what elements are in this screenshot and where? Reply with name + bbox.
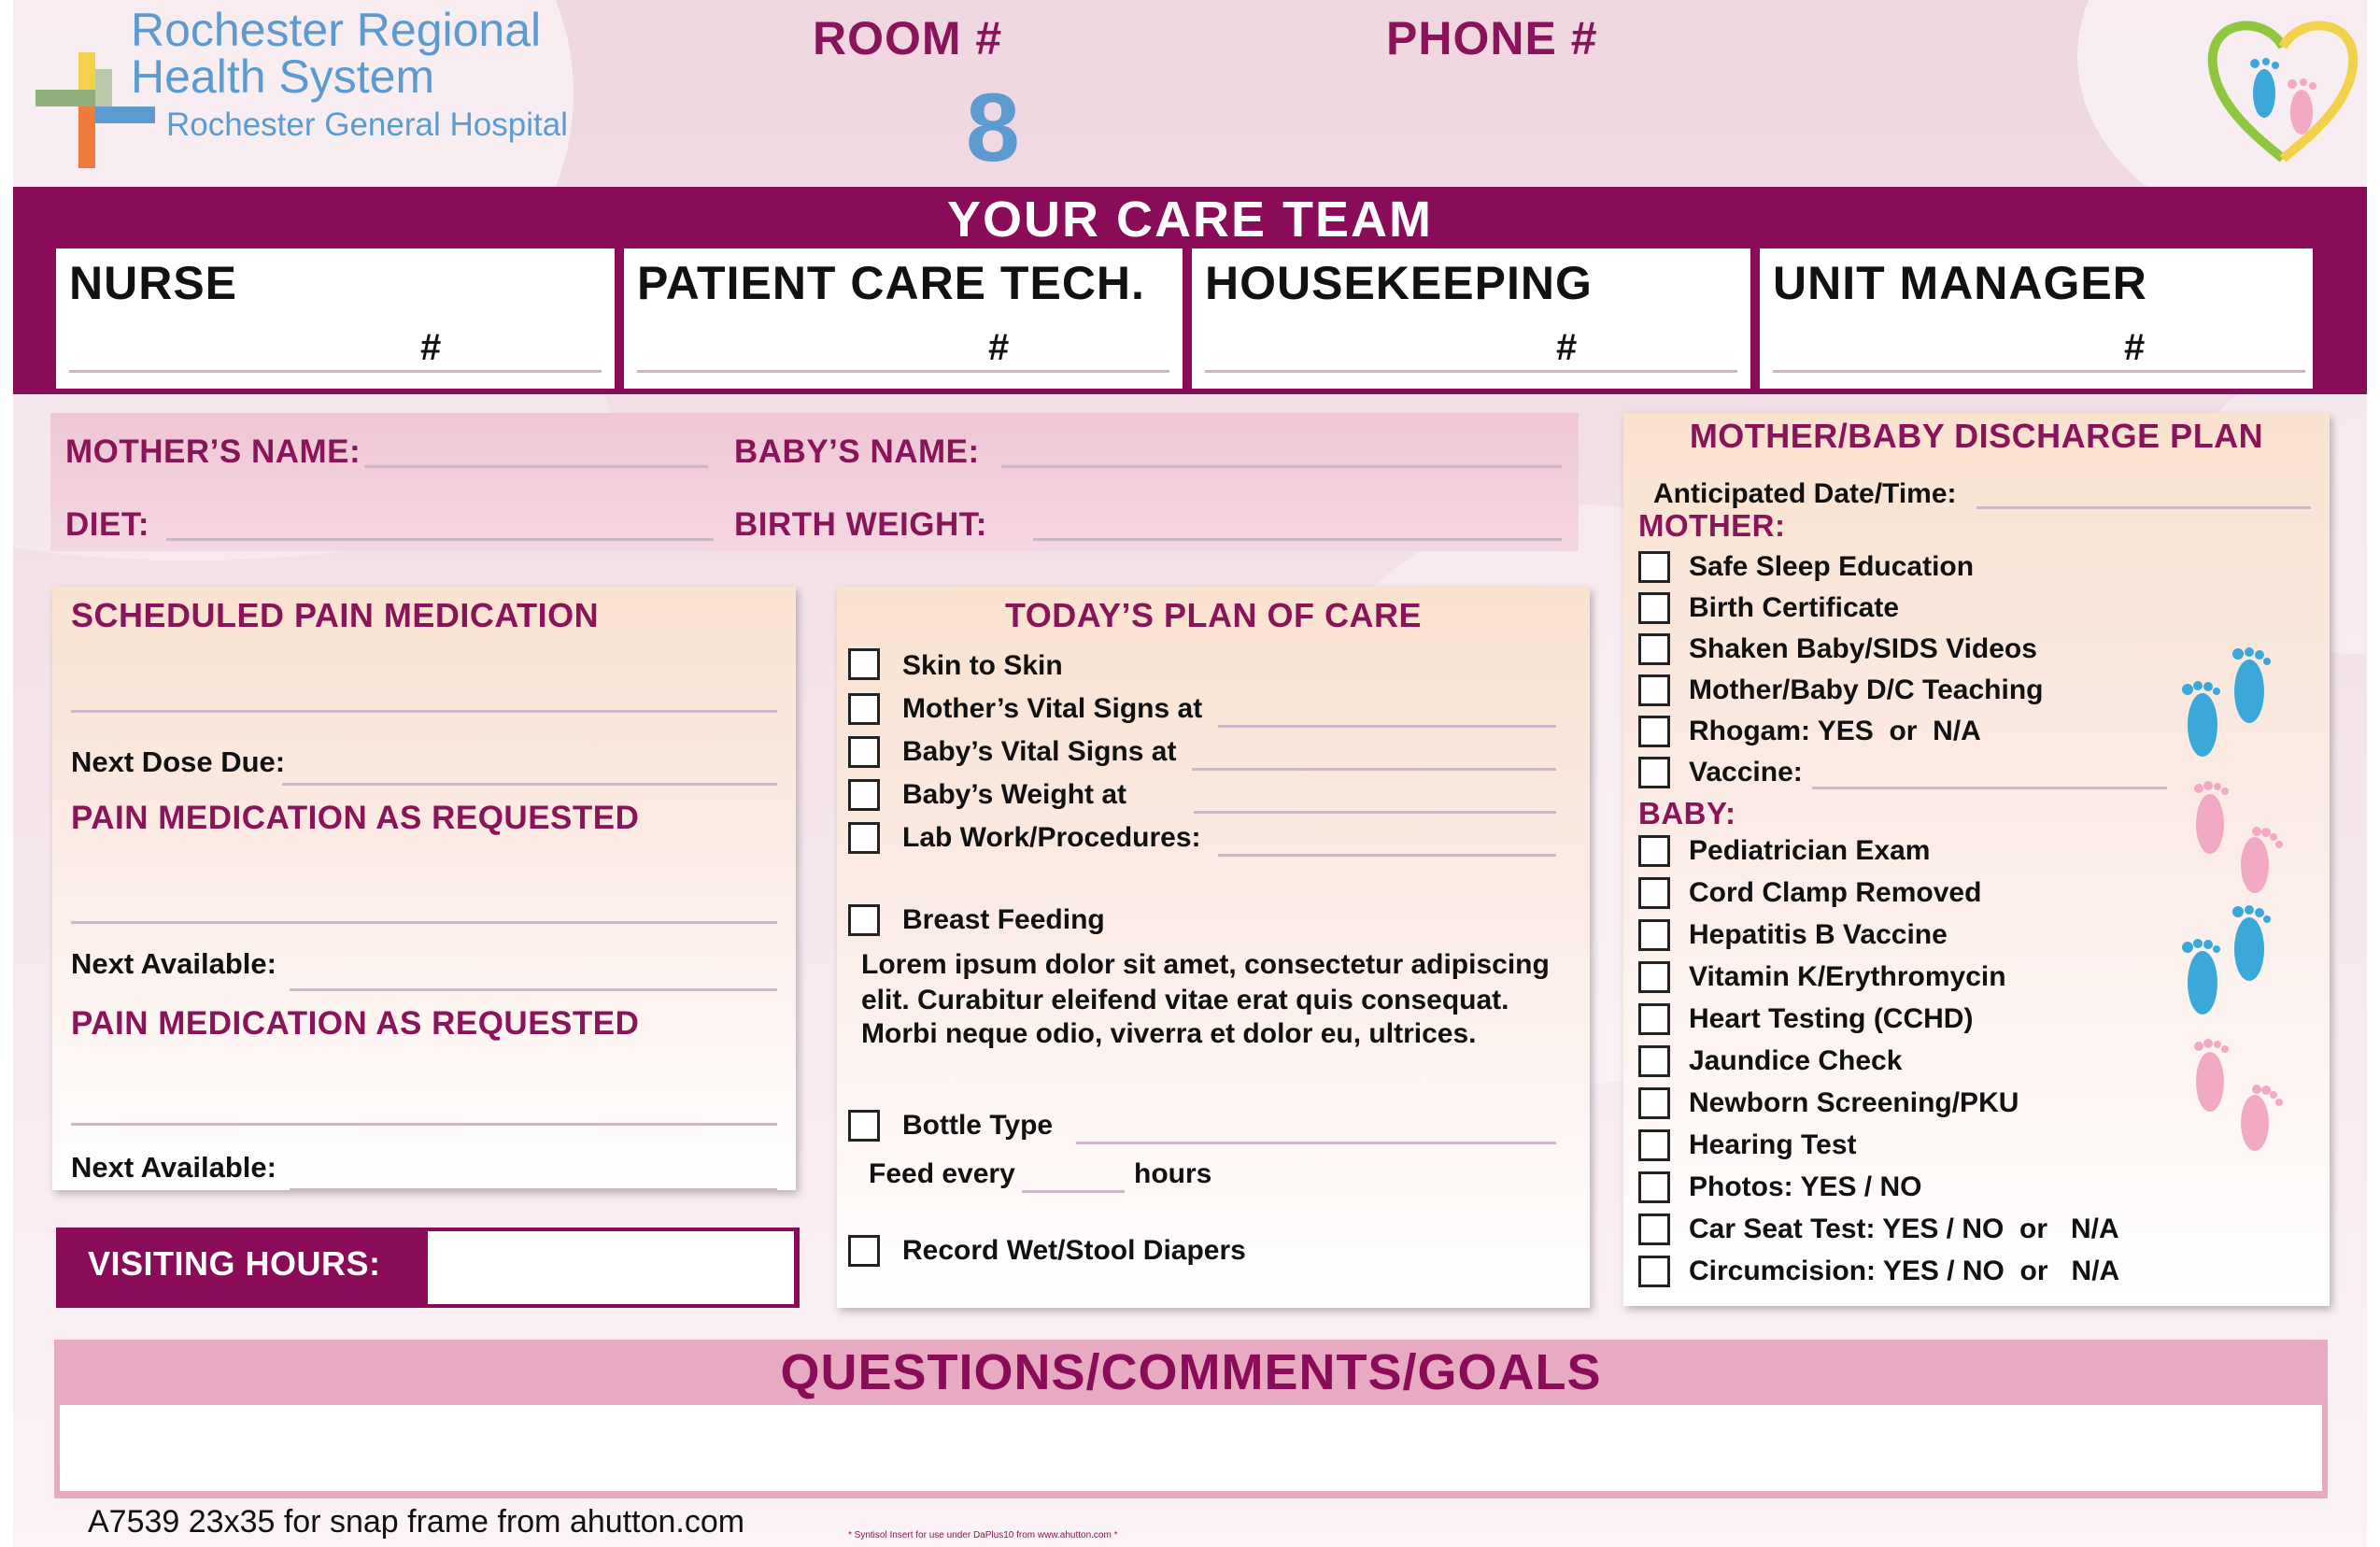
care-team-housekeeping[interactable]: [1192, 248, 1750, 389]
checkbox[interactable]: [1638, 716, 1670, 747]
baby-item: Vitamin K/Erythromycin: [1689, 961, 2006, 992]
visiting-hours-field[interactable]: [428, 1231, 794, 1304]
next-available-label-2: Next Available:: [71, 1151, 276, 1184]
checkbox[interactable]: [1638, 877, 1670, 909]
pink-footprints-icon: [2182, 775, 2294, 897]
plan-item-record-diapers: Record Wet/Stool Diapers: [902, 1235, 1246, 1266]
checkbox[interactable]: [1638, 1129, 1670, 1161]
phone-hash: #: [420, 327, 442, 368]
discharge-plan-panel: [1623, 413, 2330, 1306]
mothers-name-line[interactable]: [364, 465, 708, 468]
write-line: [1773, 370, 2305, 373]
care-team-pct[interactable]: [624, 248, 1183, 389]
role-label: HOUSEKEEPING: [1205, 257, 1593, 309]
care-team-unit-manager[interactable]: [1760, 248, 2313, 389]
footer-product-code: A7539 23x35 for snap frame from ahutton.com: [88, 1504, 745, 1540]
mother-heading: MOTHER:: [1638, 508, 1786, 543]
checkbox[interactable]: [1638, 1171, 1670, 1203]
feed-interval-line[interactable]: [1022, 1190, 1125, 1193]
checkbox[interactable]: [1638, 1213, 1670, 1245]
baby-item: Cord Clamp Removed: [1689, 877, 1982, 908]
org-name-line1: Rochester Regional: [131, 4, 542, 56]
room-number: 8: [966, 74, 1020, 182]
plan-notes-line3: Morbi neque odio, viverra et dolor eu, ultrices.: [861, 1018, 1477, 1049]
checkbox[interactable]: [848, 779, 880, 811]
diet-line[interactable]: [166, 538, 714, 541]
blue-footprints-icon: [2169, 645, 2281, 766]
baby-item: Newborn Screening/PKU: [1689, 1087, 2019, 1118]
checkbox[interactable]: [1638, 1256, 1670, 1287]
mother-item: Safe Sleep Education: [1689, 551, 1975, 582]
mothers-name-label: MOTHER’S NAME:: [65, 433, 361, 470]
baby-heading: BABY:: [1638, 796, 1736, 830]
baby-item: Photos: YES / NO: [1689, 1171, 1922, 1202]
mother-item: Mother/Baby D/C Teaching: [1689, 674, 2044, 705]
care-team-grid: [56, 248, 2313, 389]
plan-item-skin-to-skin: Skin to Skin: [902, 650, 1063, 681]
checkbox[interactable]: [1638, 674, 1670, 706]
next-available-label-1: Next Available:: [71, 947, 276, 980]
hours-label: hours: [1134, 1158, 1212, 1189]
checkbox[interactable]: [1638, 1003, 1670, 1035]
role-label: UNIT MANAGER: [1773, 257, 2147, 309]
plan-item-mother-vitals: Mother’s Vital Signs at: [902, 693, 1203, 724]
checkbox[interactable]: [1638, 592, 1670, 624]
checkbox[interactable]: [1638, 919, 1670, 951]
baby-item: Heart Testing (CCHD): [1689, 1003, 1974, 1034]
baby-item: Jaundice Check: [1689, 1045, 1903, 1076]
checkbox[interactable]: [848, 1235, 880, 1267]
write-line[interactable]: [1218, 854, 1556, 857]
blue-footprints-icon: [2169, 902, 2281, 1024]
phone-label: PHONE #: [1386, 12, 1598, 64]
baby-item: Hearing Test: [1689, 1129, 1857, 1160]
plan-item-baby-weight: Baby’s Weight at: [902, 779, 1127, 810]
checkbox[interactable]: [848, 904, 880, 936]
write-line: [1205, 370, 1737, 373]
next-available-line-2[interactable]: [290, 1188, 777, 1191]
plan-notes-line2: elit. Curabitur eleifend vitae erat quis consequat.: [861, 985, 1509, 1015]
checkbox[interactable]: [1638, 633, 1670, 665]
questions-field[interactable]: [60, 1405, 2322, 1491]
phone-hash: #: [988, 327, 1010, 368]
plan-item-bottle-type: Bottle Type: [902, 1110, 1054, 1141]
plan-panel-title: TODAY’S PLAN OF CARE: [1004, 596, 1423, 634]
anticipated-date-label: Anticipated Date/Time:: [1653, 478, 1957, 509]
org-name-line2: Health System: [131, 50, 435, 103]
pain-panel-title: SCHEDULED PAIN MEDICATION: [71, 596, 600, 634]
checkbox[interactable]: [1638, 835, 1670, 867]
room-label: ROOM #: [813, 12, 1003, 64]
write-line[interactable]: [1076, 1142, 1556, 1144]
footer-note: * Syntisol Insert for use under DaPlus10 from www.ahutton.com *: [848, 1530, 1118, 1540]
write-line[interactable]: [71, 710, 777, 713]
next-dose-line[interactable]: [282, 783, 777, 786]
anticipated-date-line[interactable]: [1976, 506, 2311, 509]
babys-name-label: BABY’S NAME:: [734, 433, 980, 470]
pain-as-requested-1: PAIN MEDICATION AS REQUESTED: [71, 800, 640, 836]
plan-item-baby-vitals: Baby’s Vital Signs at: [902, 736, 1177, 767]
checkbox[interactable]: [1638, 551, 1670, 583]
plan-notes-line1: Lorem ipsum dolor sit amet, consectetur adipiscing: [861, 949, 1550, 980]
write-line: [69, 370, 602, 373]
care-team-nurse[interactable]: [56, 248, 615, 389]
pain-medication-panel: [52, 587, 796, 1190]
write-line: [637, 370, 1169, 373]
visiting-hours-box: [56, 1228, 800, 1308]
diet-label: DIET:: [65, 506, 149, 543]
birth-weight-line[interactable]: [1033, 538, 1562, 541]
whiteboard-sheet: [13, 0, 2367, 1547]
patient-info-block: [50, 413, 1579, 551]
baby-item: Car Seat Test: YES / NO or N/A: [1689, 1213, 2119, 1244]
mother-item: Rhogam: YES or N/A: [1689, 716, 1981, 746]
checkbox[interactable]: [848, 1110, 880, 1142]
heart-footprints-icon: [2199, 9, 2367, 168]
pink-footprints-icon: [2182, 1033, 2294, 1155]
write-line[interactable]: [1194, 811, 1556, 814]
checkbox[interactable]: [1638, 961, 1670, 993]
care-team-title: YOUR CARE TEAM: [946, 192, 1433, 248]
phone-hash: #: [2124, 327, 2146, 368]
next-available-line-1[interactable]: [290, 988, 777, 991]
mother-item: Birth Certificate: [1689, 592, 1900, 623]
checkbox[interactable]: [848, 736, 880, 768]
plan-item-breast-feeding: Breast Feeding: [902, 904, 1105, 935]
checkbox[interactable]: [1638, 757, 1670, 788]
baby-item: Circumcision: YES / NO or N/A: [1689, 1256, 2120, 1286]
discharge-panel-title: MOTHER/BABY DISCHARGE PLAN: [1689, 417, 2264, 455]
checkbox[interactable]: [848, 648, 880, 680]
next-dose-label: Next Dose Due:: [71, 745, 286, 778]
mother-item: Shaken Baby/SIDS Videos: [1689, 633, 2037, 664]
questions-title: QUESTIONS/COMMENTS/GOALS: [780, 1344, 1602, 1400]
pain-as-requested-2: PAIN MEDICATION AS REQUESTED: [71, 1005, 640, 1042]
birth-weight-label: BIRTH WEIGHT:: [734, 506, 987, 543]
checkbox[interactable]: [848, 693, 880, 725]
write-line[interactable]: [1218, 725, 1556, 728]
baby-item: Hepatitis B Vaccine: [1689, 919, 1948, 950]
checkbox[interactable]: [1638, 1045, 1670, 1077]
write-line[interactable]: [71, 1123, 777, 1126]
phone-hash: #: [1556, 327, 1578, 368]
plan-of-care-panel: [837, 587, 1590, 1308]
write-line[interactable]: [71, 921, 777, 924]
vaccine-line[interactable]: [1812, 787, 2167, 789]
role-label: PATIENT CARE TECH.: [637, 257, 1145, 309]
plan-item-lab-work: Lab Work/Procedures:: [902, 822, 1201, 853]
baby-item: Pediatrician Exam: [1689, 835, 1931, 866]
role-label: NURSE: [69, 257, 238, 309]
visiting-hours-label: VISITING HOURS:: [88, 1244, 381, 1283]
write-line[interactable]: [1192, 768, 1556, 771]
babys-name-line[interactable]: [1001, 465, 1562, 468]
feed-every-label: Feed every: [869, 1158, 1015, 1189]
hospital-name: Rochester General Hospital: [166, 106, 568, 143]
checkbox[interactable]: [848, 822, 880, 854]
checkbox[interactable]: [1638, 1087, 1670, 1119]
questions-box: [54, 1340, 2328, 1498]
mother-item: Vaccine:: [1689, 757, 1803, 788]
